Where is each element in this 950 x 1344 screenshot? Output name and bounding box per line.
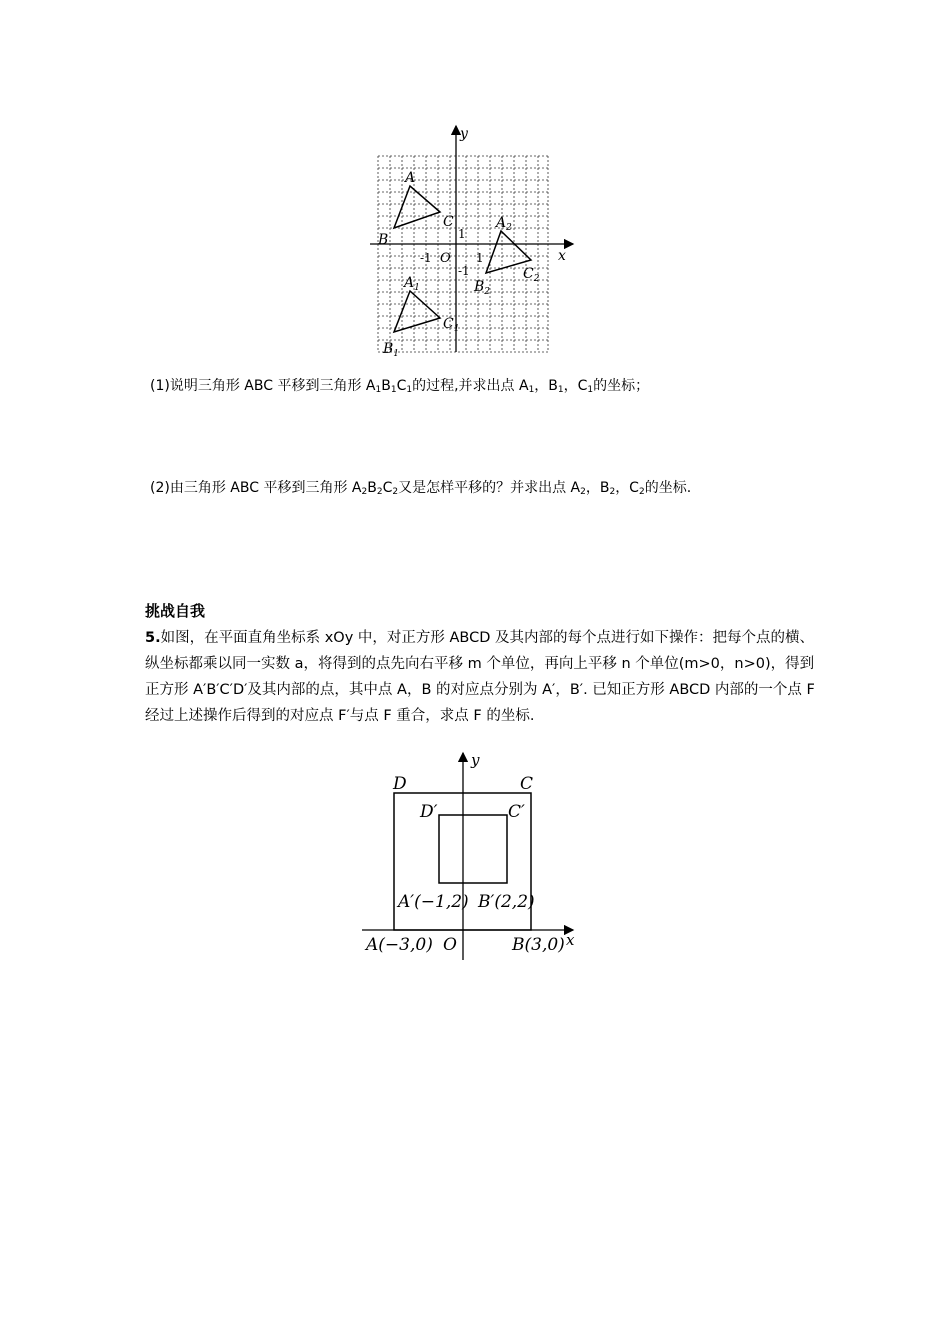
label-b: B(3,0) bbox=[512, 935, 565, 955]
problem-text: 如图，在平面直角坐标系 xOy 中，对正方形 ABCD 及其内部的每个点进行如下操作：把每个点的横、纵坐标都乘以同一实数 a，将得到的点先向右平移 m 个单位，再向上平移 n 个单位(m>0，n>0)，得到正方形 A′B′C′D′及其内部的点，其中点 A，B 的对应点分别为 A′，B′. 已知正方形 ABCD 内部的一个点 F 经过上述操作后得到的对应点 F′与点 F 重合，求点 F 的坐标. bbox=[145, 630, 815, 724]
label-d-prime: D′ bbox=[420, 802, 438, 822]
label-c1: $C_1$ bbox=[443, 316, 460, 334]
section-title: 挑战自我 bbox=[145, 602, 206, 620]
origin-label: O bbox=[440, 251, 451, 266]
origin-label: O bbox=[443, 935, 457, 955]
tick-label-y-neg1: -1 bbox=[458, 264, 470, 278]
y-axis-label: y bbox=[460, 126, 468, 142]
label-c: C bbox=[443, 214, 454, 230]
figure-2-square-transform bbox=[360, 745, 590, 965]
problem-number: 5. bbox=[145, 630, 161, 646]
x-axis-label: x bbox=[558, 248, 566, 264]
tick-label-x-1: 1 bbox=[476, 251, 484, 265]
square-a-prime-b-prime-c-prime-d-prime bbox=[439, 815, 507, 883]
label-b: B bbox=[378, 232, 389, 248]
label-c: C bbox=[520, 774, 534, 794]
y-axis-label: y bbox=[471, 751, 480, 769]
label-a: A(−3,0) bbox=[366, 935, 433, 955]
label-b2: $B_2$ bbox=[474, 279, 491, 297]
tick-label-x-neg1: -1 bbox=[420, 251, 432, 265]
label-a2: $A_2$ bbox=[496, 215, 512, 233]
triangle-abc bbox=[394, 186, 440, 228]
label-d: D bbox=[393, 774, 407, 794]
grid-lines bbox=[378, 156, 548, 352]
problem-5 bbox=[145, 625, 820, 729]
question-1: (1)说明三角形 ABC 平移到三角形 $A_1B_1C_1$的过程,并求出点 $A_1$，$B_1$，$C_1$的坐标； bbox=[150, 378, 650, 395]
label-a: A bbox=[405, 170, 416, 186]
label-a1: $A_1$ bbox=[404, 275, 420, 293]
label-b-prime: B′(2,2) bbox=[478, 892, 535, 912]
tick-label-y-1: 1 bbox=[458, 227, 466, 241]
label-c-prime: C′ bbox=[508, 802, 525, 822]
question-2: (2)由三角形 ABC 平移到三角形 $A_2B_2C_2$又是怎样平移的？并求出点 $A_2$，$B_2$，$C_2$的坐标. bbox=[150, 480, 692, 497]
x-axis-label: x bbox=[566, 931, 575, 949]
label-a-prime: A′(−1,2) bbox=[398, 892, 469, 912]
label-b1: $B_1$ bbox=[383, 341, 400, 359]
triangle-a1b1c1 bbox=[394, 291, 440, 332]
figure-1-coordinate-grid bbox=[370, 120, 590, 360]
label-c2: $C_2$ bbox=[523, 266, 540, 284]
